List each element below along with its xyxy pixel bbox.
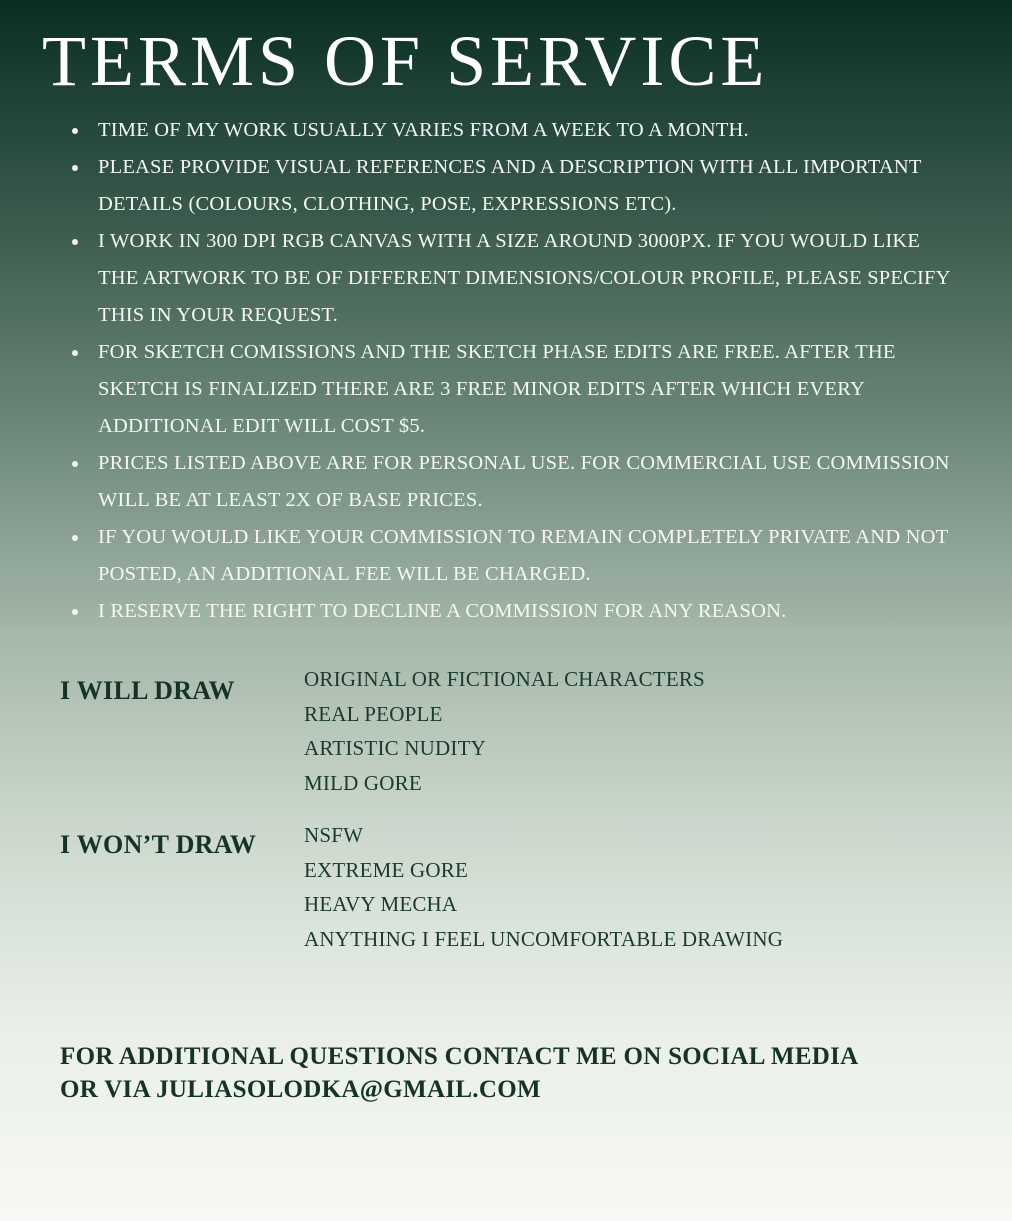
bullet-icon (72, 239, 78, 245)
term-item (68, 519, 958, 593)
wont-draw-list (304, 818, 783, 956)
bullet-icon (72, 165, 78, 171)
will-draw-item: ORIGINAL OR FICTIONAL CHARACTERS (304, 667, 705, 691)
will-draw-heading: I WILL DRAW (60, 676, 235, 705)
term-item (68, 149, 958, 223)
term-text: IF YOU WOULD LIKE YOUR COMMISSION TO REMAIN COMPLETELY PRIVATE AND NOT POSTED, AN ADDITIONAL FEE WILL BE CHARGED. (98, 526, 949, 585)
term-item (68, 334, 958, 445)
wont-draw-heading: I WON’T DRAW (60, 830, 257, 859)
wont-draw-item: HEAVY MECHA (304, 892, 458, 916)
will-draw-item: ARTISTIC NUDITY (304, 736, 486, 760)
will-draw-item: REAL PEOPLE (304, 701, 443, 726)
wont-draw-item: EXTREME GORE (304, 857, 468, 882)
will-draw-list (304, 662, 705, 800)
contact-line-2: OR VIA JULIASOLODKA@GMAIL.COM (60, 1076, 541, 1103)
wont-draw-item: NSFW (304, 823, 364, 847)
term-item (68, 593, 958, 630)
wont-draw-item: ANYTHING I FEEL UNCOMFORTABLE DRAWING (304, 926, 784, 951)
term-text: I RESERVE THE RIGHT TO DECLINE A COMMISSION FOR ANY REASON. (98, 600, 787, 622)
bullet-icon (72, 350, 78, 356)
term-text: PLEASE PROVIDE VISUAL REFERENCES AND A DESCRIPTION WITH ALL IMPORTANT DETAILS (COLOURS, CLOTHING, POSE, EXPRESSIONS ETC). (98, 156, 922, 215)
page-title: TERMS OF SERVICE (42, 21, 769, 101)
bullet-icon (72, 609, 78, 615)
term-text: TIME OF MY WORK USUALLY VARIES FROM A WEEK TO A MONTH. (98, 119, 749, 141)
terms-list (68, 112, 958, 630)
term-item (68, 223, 958, 334)
will-draw-item: MILD GORE (304, 770, 422, 795)
bullet-icon (72, 128, 78, 134)
term-item (68, 445, 958, 519)
term-item (68, 112, 958, 149)
bullet-icon (72, 461, 78, 467)
term-text: FOR SKETCH COMISSIONS AND THE SKETCH PHASE EDITS ARE FREE. AFTER THE SKETCH IS FINALIZED THERE ARE 3 FREE MINOR EDITS AFTER WHICH EVERY ADDITIONAL EDIT WILL COST $5. (98, 341, 896, 437)
contact-line-1: FOR ADDITIONAL QUESTIONS CONTACT ME ON SOCIAL MEDIA (60, 1043, 859, 1070)
contact-note (60, 1040, 960, 1106)
term-text: I WORK IN 300 DPI RGB CANVAS WITH A SIZE AROUND 3000PX. IF YOU WOULD LIKE THE ARTWORK TO BE OF DIFFERENT DIMENSIONS/COLOUR PROFILE, PLEASE SPECIFY THIS IN YOUR REQUEST. (98, 230, 950, 326)
term-text: PRICES LISTED ABOVE ARE FOR PERSONAL USE. FOR COMMERCIAL USE COMMISSION WILL BE AT LEAST 2X OF BASE PRICES. (98, 452, 950, 511)
bullet-icon (72, 535, 78, 541)
